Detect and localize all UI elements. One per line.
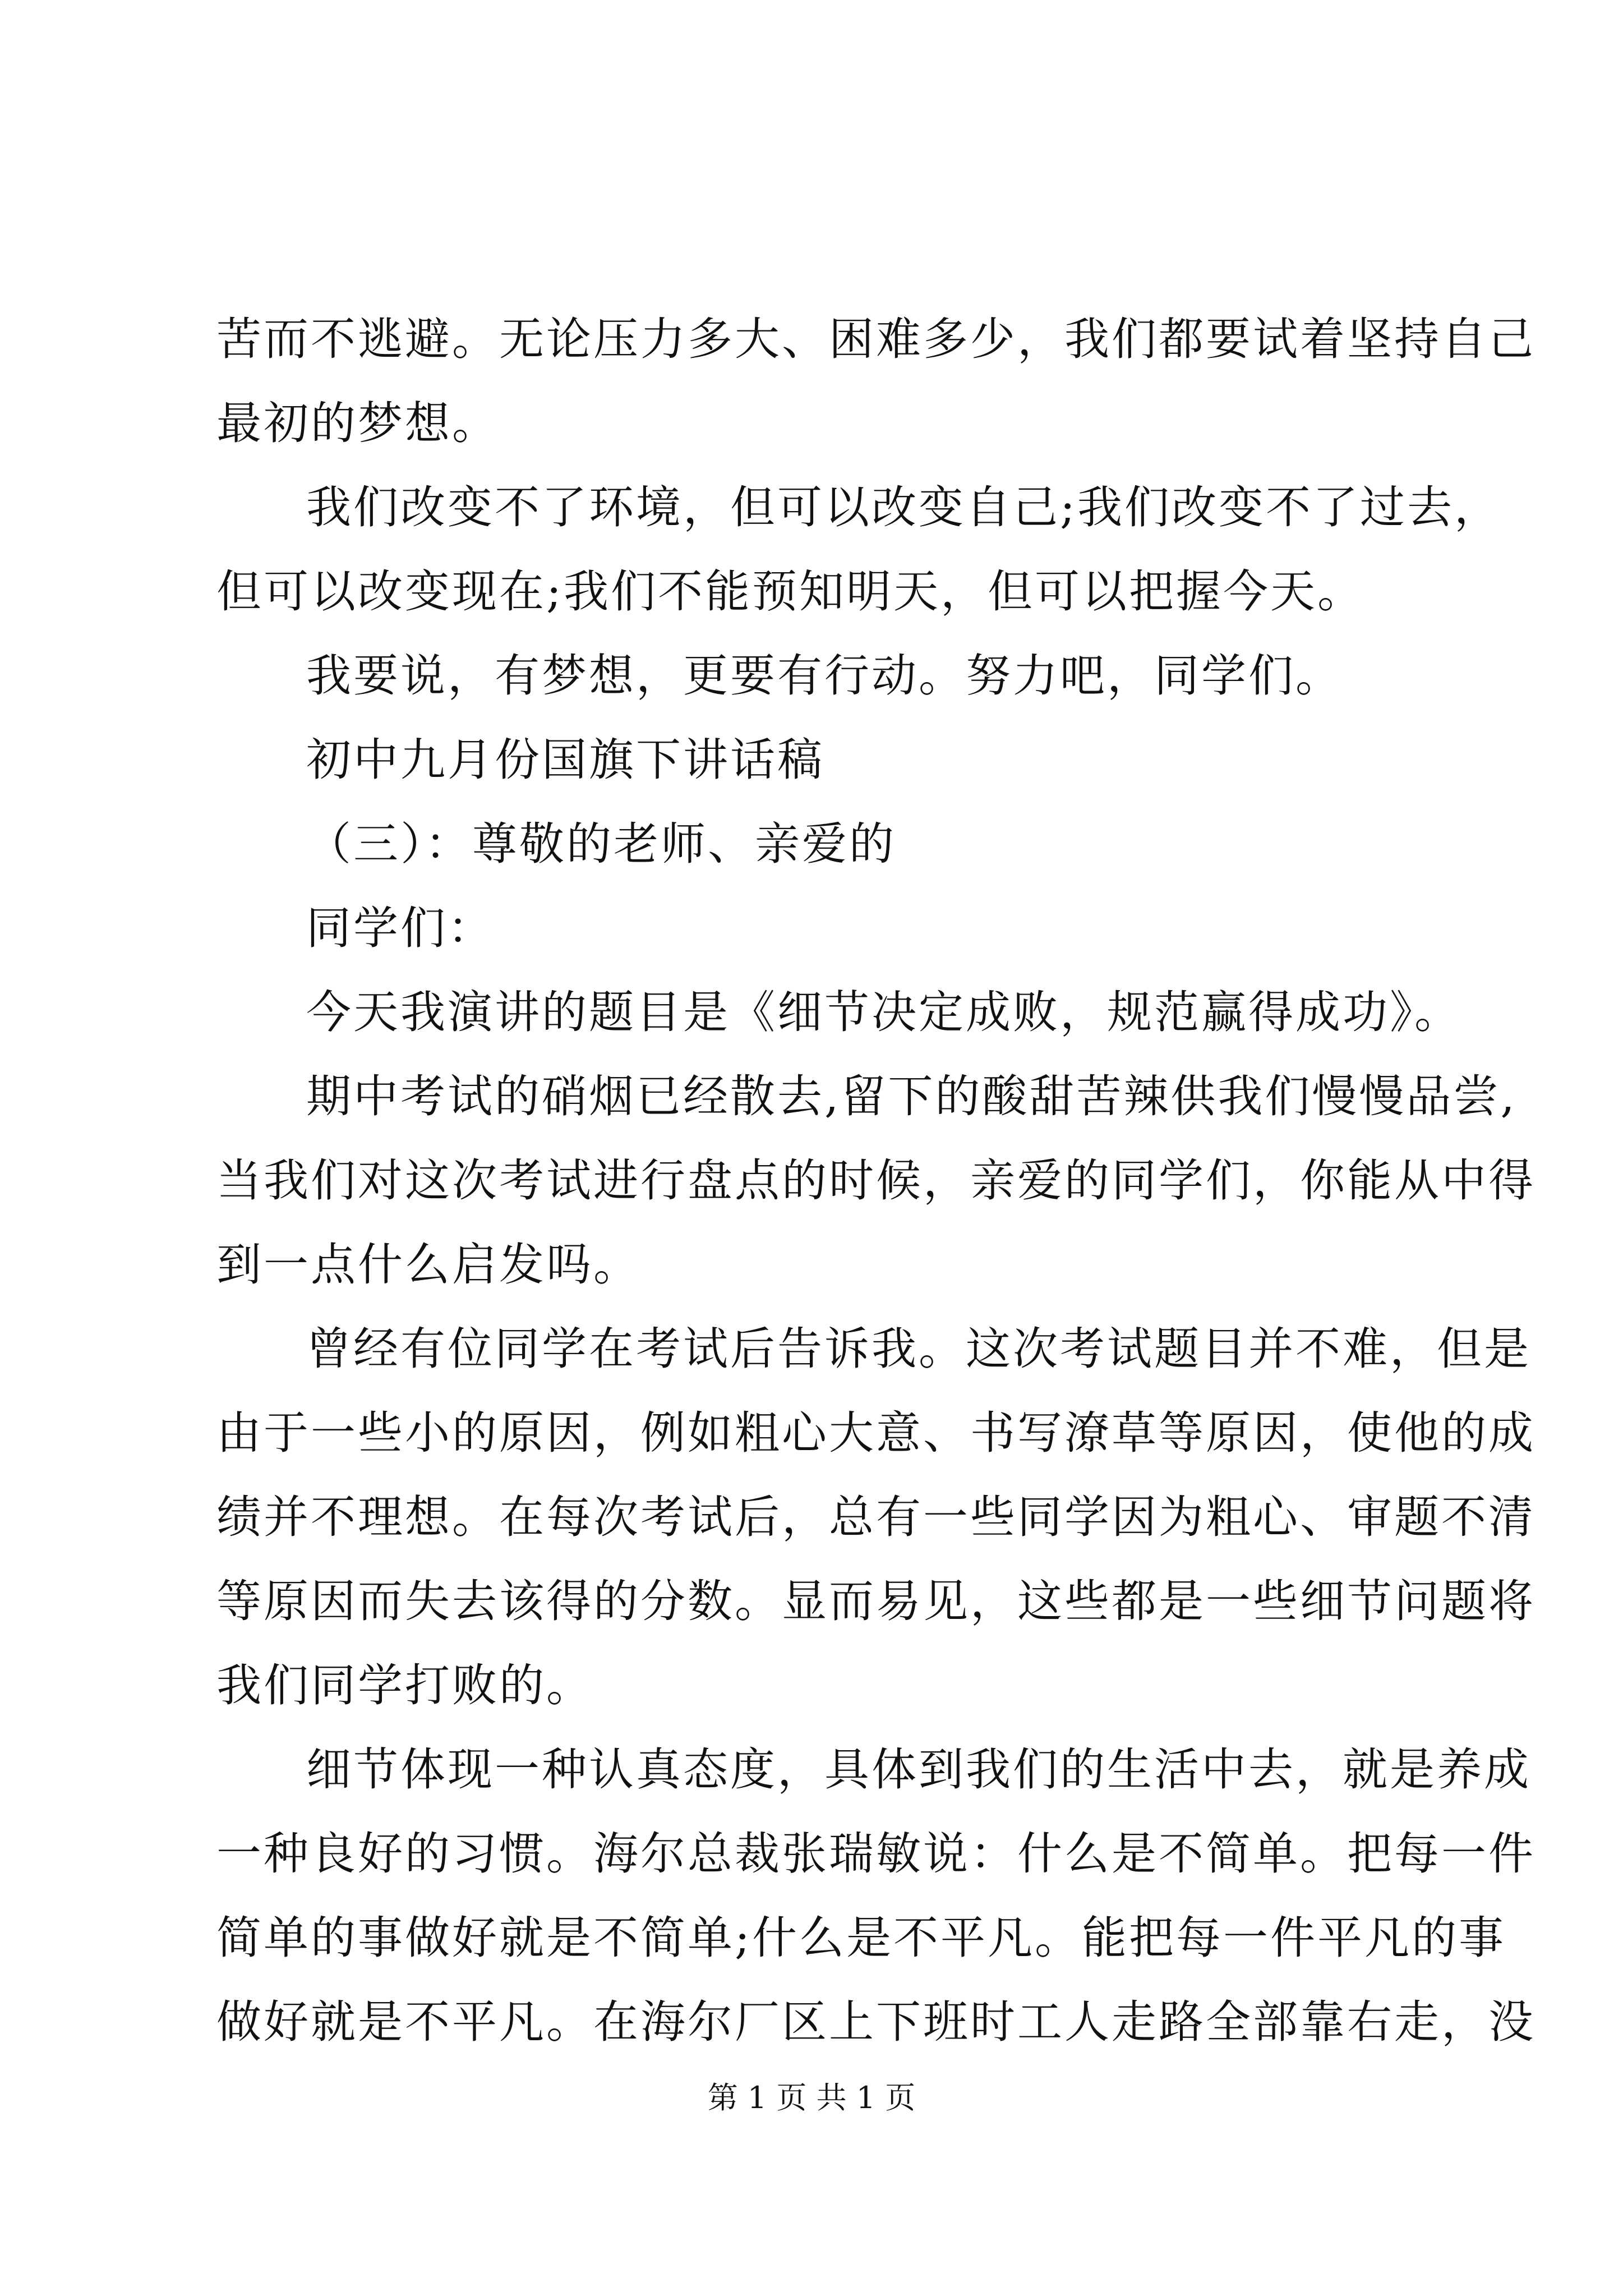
paragraph: [216, 802, 1439, 886]
text-line: 我们改变不了环境，但可以改变自己;我们改变不了过去，: [306, 481, 1501, 533]
page-number: 第 1 页 共 1 页: [707, 2080, 916, 2115]
text-line: 简单的事做好就是不简单;什么是不平凡。能把每一件平凡的事: [216, 1912, 1506, 1964]
text-line: 初中九月份国旗下讲话稿: [306, 734, 824, 786]
text-line: 做好就是不平凡。在海尔厂区上下班时工人走路全部靠右走，没: [216, 1996, 1536, 2048]
text-line: 当我们对这次考试进行盘点的时候，亲爱的同学们，你能从中得: [216, 1154, 1536, 1207]
page-footer: [0, 2078, 1623, 2118]
text-line: 我要说，有梦想，更要有行动。努力吧，同学们。: [306, 650, 1343, 702]
text-line: 我们同学打败的。: [216, 1659, 593, 1711]
text-line: 细节体现一种认真态度，具体到我们的生活中去，就是养成: [306, 1743, 1531, 1796]
paragraph: [216, 1728, 1536, 2064]
paragraph: [216, 634, 1439, 718]
paragraph: [216, 466, 1501, 634]
text-line: 等原因而失去该得的分数。显而易见，这些都是一些细节问题将: [216, 1575, 1536, 1627]
text-line: 绩并不理想。在每次考试后，总有一些同学因为粗心、审题不清: [216, 1491, 1536, 1543]
text-line: 由于一些小的原因，例如粗心大意、书写潦草等原因，使他的成: [216, 1407, 1536, 1459]
paragraph: [216, 1307, 1536, 1728]
document-body: [216, 297, 1536, 2064]
salutation: [216, 886, 1439, 970]
text-line: 苦而不逃避。无论压力多大、困难多少，我们都要试着坚持自己: [216, 313, 1536, 365]
text-line: 到一点什么启发吗。: [216, 1239, 640, 1291]
paragraph: [216, 970, 1461, 1055]
text-line: 但可以改变现在;我们不能预知明天，但可以把握今天。: [216, 565, 1364, 618]
text-line: 曾经有位同学在考试后告诉我。这次考试题目并不难，但是: [306, 1323, 1531, 1375]
text-line: 一种良好的习惯。海尔总裁张瑞敏说：什么是不简单。把每一件: [216, 1828, 1536, 1880]
text-line: 同学们：: [306, 902, 495, 954]
paragraph: [216, 297, 1536, 466]
text-line: （三）：尊敬的老师、亲爱的: [306, 818, 896, 870]
text-line: 期中考试的硝烟已经散去,留下的酸甜苦辣供我们慢慢品尝,: [306, 1070, 1517, 1122]
text-line: 今天我演讲的题目是《细节决定成败，规范赢得成功》。: [306, 986, 1461, 1038]
section-heading: [216, 718, 1439, 802]
text-line: 最初的梦想。: [216, 397, 499, 449]
paragraph: [216, 1055, 1536, 1307]
